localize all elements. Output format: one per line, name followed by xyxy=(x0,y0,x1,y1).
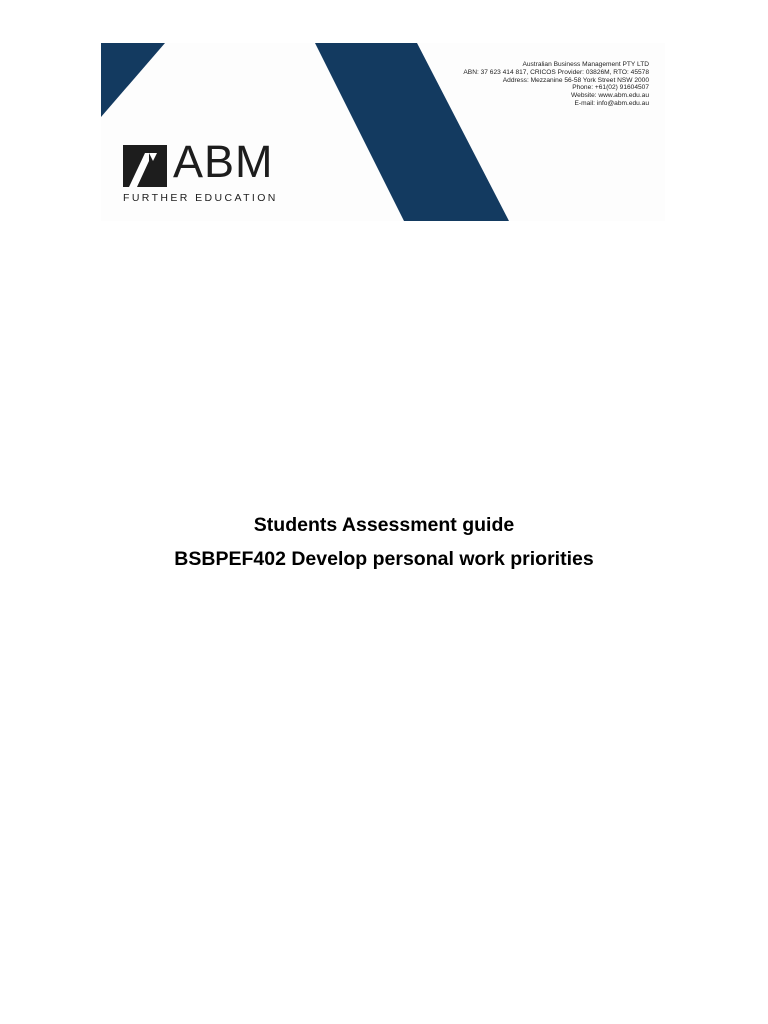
logo-wordmark: ABM xyxy=(173,136,274,187)
letterhead-banner xyxy=(101,43,665,221)
document-subtitle: BSBPEF402 Develop personal work priorities xyxy=(174,548,594,570)
document-title: Students Assessment guide xyxy=(253,514,515,536)
abm-logo-icon xyxy=(123,145,167,187)
banner-corner-triangle xyxy=(101,43,165,117)
company-email: E-mail: info@abm.edu.au xyxy=(574,99,649,107)
company-website: Website: www.abm.edu.au xyxy=(571,92,649,100)
title-block xyxy=(0,508,768,576)
company-address: Address: Mezzanine 56-58 York Street NSW 2000 xyxy=(502,76,649,84)
company-name: Australian Business Management PTY LTD xyxy=(522,61,649,68)
contact-details xyxy=(463,61,649,108)
company-phone: Phone: +61(02) 91604507 xyxy=(572,84,649,92)
logo-subtitle: FURTHER EDUCATION xyxy=(123,192,278,204)
company-registration: ABN: 37 623 414 817, CRICOS Provider: 03826M, RTO: 45578 xyxy=(463,68,649,76)
abm-logo xyxy=(123,136,303,205)
